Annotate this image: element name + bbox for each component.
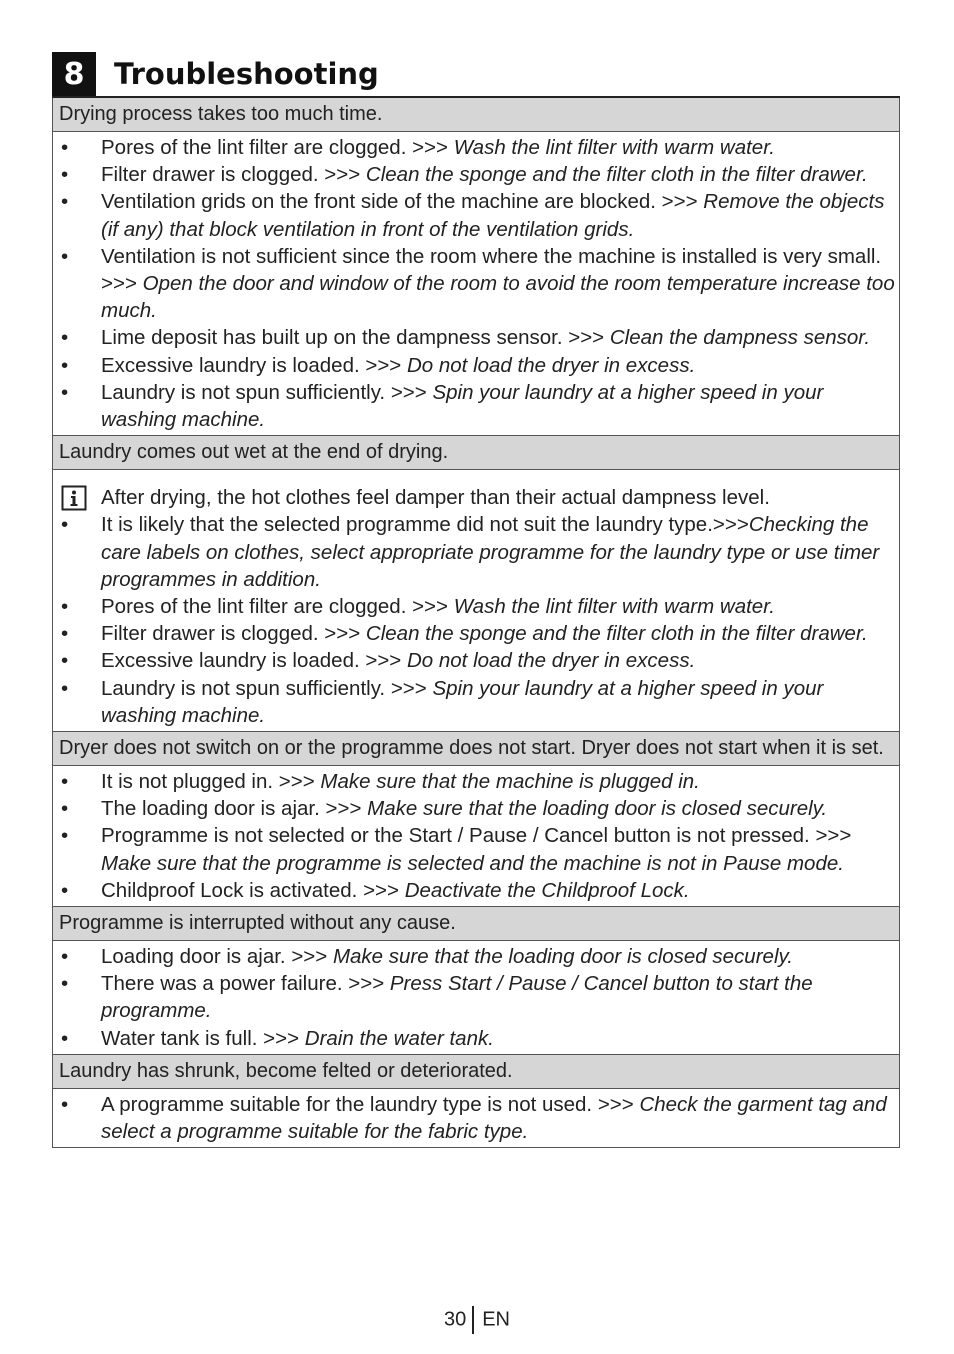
bullet-icon: •: [61, 797, 69, 821]
cause-text: It is likely that the selected programme did not suit the laundry type.>>>: [101, 513, 749, 537]
section-heading: Laundry comes out wet at the end of drying.: [52, 436, 900, 470]
section-body: [52, 766, 900, 907]
list-item: [57, 970, 895, 1024]
remedy-text: Spin your laundry at a higher speed in your washing machine.: [101, 676, 824, 727]
remedy-text: Check the garment tag and select a programme suitable for the fabric type.: [101, 1092, 887, 1144]
bullet-icon: •: [61, 163, 69, 187]
chapter-header: [52, 52, 379, 96]
item-text: [101, 675, 895, 729]
remedy-text: Do not load the dryer in excess.: [406, 353, 696, 377]
cause-text: Excessive laundry is loaded. >>>: [101, 649, 407, 673]
info-note-text: After drying, the hot clothes feel damper than their actual dampness level.: [101, 486, 770, 510]
list-item: [57, 324, 895, 351]
cause-text: Programme is not selected or the Start / Pause / Cancel button is not pressed. >>>: [101, 824, 852, 848]
bullet-icon: •: [61, 945, 69, 969]
list-item: [57, 647, 895, 674]
bullet-icon: •: [61, 649, 69, 673]
bullet-icon: •: [61, 1026, 69, 1050]
remedy-text: Make sure that the loading door is closed securely.: [367, 797, 828, 821]
section-heading: Programme is interrupted without any cause.: [52, 907, 900, 941]
remedy-text: Spin your laundry at a higher speed in your washing machine.: [101, 380, 824, 432]
bullet-icon: •: [61, 136, 69, 159]
cause-text: It is not plugged in. >>>: [101, 770, 321, 794]
cause-text: There was a power failure. >>>: [101, 972, 390, 996]
cause-text: Ventilation is not sufficient since the room where the machine is installed is very small. >>>: [101, 244, 882, 296]
remedy-text: Remove the objects (if any) that block ventilation in front of the ventilation grids.: [101, 190, 885, 241]
bullet-icon: •: [61, 380, 69, 404]
remedy-text: Do not load the dryer in excess.: [406, 649, 696, 673]
list-item: [57, 593, 895, 620]
cause-text: Ventilation grids on the front side of the machine are blocked. >>>: [101, 190, 704, 214]
item-text: [101, 768, 895, 795]
section-heading: Dryer does not switch on or the programme does not start. Dryer does not start when it is set.: [52, 732, 900, 766]
bullet-icon: •: [61, 190, 69, 214]
bullet-icon: •: [61, 824, 69, 848]
list-item: [57, 243, 895, 325]
item-text: [101, 943, 895, 970]
item-text: [101, 134, 895, 161]
bullet-icon: •: [61, 676, 69, 700]
remedy-text: Clean the dampness sensor.: [609, 326, 871, 350]
cause-text: Lime deposit has built up on the dampness sensor. >>>: [101, 326, 610, 350]
list-item: [57, 795, 895, 822]
list-item: [57, 943, 895, 970]
remedy-text: Wash the lint filter with warm water.: [453, 136, 775, 159]
page-title: Troubleshooting: [114, 57, 379, 91]
item-text: [101, 243, 895, 325]
cause-text: Pores of the lint filter are clogged. >>>: [101, 595, 454, 619]
list-item: [57, 620, 895, 647]
bullet-icon: •: [61, 972, 69, 996]
bullet-icon: •: [61, 622, 69, 646]
bullet-icon: •: [61, 770, 69, 794]
bullet-icon: •: [61, 1092, 69, 1116]
troubleshooting-table: [52, 96, 900, 1148]
list-item: [57, 822, 895, 876]
chapter-number-badge: 8: [52, 52, 96, 96]
item-text: [101, 511, 895, 593]
remedy-text: Open the door and window of the room to avoid the room temperature increase too much.: [101, 272, 895, 323]
cause-text: Filter drawer is clogged. >>>: [101, 163, 366, 187]
bullet-icon: •: [61, 244, 69, 268]
list-item: [57, 511, 895, 593]
remedy-text: Make sure that the machine is plugged in.: [320, 770, 700, 794]
section-body: [52, 132, 900, 436]
list-item: [57, 1025, 895, 1052]
item-text: [101, 352, 895, 379]
cause-text: Filter drawer is clogged. >>>: [101, 622, 366, 646]
remedy-text: Checking the care labels on clothes, select appropriate programme for the laundry type or use timer programmes in addition.: [101, 513, 880, 591]
cause-text: Water tank is full. >>>: [101, 1026, 305, 1050]
remedy-text: Make sure that the programme is selected and the machine is not in Pause mode.: [101, 851, 844, 875]
cause-text: Excessive laundry is loaded. >>>: [101, 353, 407, 377]
remedy-text: Make sure that the loading door is closed securely.: [332, 945, 793, 969]
item-text: [101, 877, 895, 904]
remedy-text: Deactivate the Childproof Lock.: [404, 878, 690, 902]
item-text: [101, 647, 895, 674]
item-text: [101, 379, 895, 433]
bullet-icon: •: [61, 353, 69, 377]
list-item: [57, 161, 895, 188]
bullet-icon: •: [61, 513, 69, 537]
list-item: [57, 768, 895, 795]
section-body: [52, 1089, 900, 1148]
page-number: 30: [443, 1308, 467, 1331]
cause-text: Childproof Lock is activated. >>>: [101, 878, 405, 902]
remedy-text: Drain the water tank.: [304, 1026, 494, 1050]
section-heading: Laundry has shrunk, become felted or deteriorated.: [52, 1055, 900, 1089]
item-text: [101, 324, 895, 351]
item-text: [101, 161, 895, 188]
list-item: [57, 134, 895, 161]
item-text: [101, 1025, 895, 1052]
info-icon: [57, 484, 101, 511]
cause-text: Laundry is not spun sufficiently. >>>: [101, 676, 433, 700]
item-text: [101, 970, 895, 1024]
remedy-text: Clean the sponge and the filter cloth in the filter drawer.: [365, 622, 868, 646]
cause-text: The loading door is ajar. >>>: [101, 797, 368, 821]
section-heading: Drying process takes too much time.: [52, 98, 900, 132]
list-item: [57, 379, 895, 433]
remedy-text: Wash the lint filter with warm water.: [453, 595, 775, 619]
list-item: [57, 188, 895, 242]
bullet-icon: •: [61, 326, 69, 350]
list-item: [57, 877, 895, 904]
bullet-icon: •: [61, 878, 69, 902]
cause-text: Loading door is ajar. >>>: [101, 945, 333, 969]
cause-text: A programme suitable for the laundry type is not used. >>>: [101, 1092, 640, 1116]
list-item: [57, 352, 895, 379]
cause-text: Pores of the lint filter are clogged. >>>: [101, 136, 454, 159]
section-body: [52, 470, 900, 732]
remedy-text: Press Start / Pause / Cancel button to start the programme.: [101, 972, 813, 1023]
footer-divider: [472, 1306, 474, 1334]
item-text: [101, 620, 895, 647]
item-text: [101, 188, 895, 242]
bullet-icon: •: [61, 595, 69, 619]
remedy-text: Clean the sponge and the filter cloth in the filter drawer.: [365, 163, 868, 187]
language-code: EN: [482, 1308, 511, 1331]
item-text: [101, 1091, 895, 1145]
page-footer: [0, 1306, 954, 1334]
cause-text: Laundry is not spun sufficiently. >>>: [101, 380, 433, 404]
section-body: [52, 941, 900, 1055]
list-item: [57, 1091, 895, 1145]
item-text: [101, 795, 895, 822]
info-note: [57, 484, 895, 511]
item-text: [101, 593, 895, 620]
list-item: [57, 675, 895, 729]
item-text: [101, 822, 895, 876]
